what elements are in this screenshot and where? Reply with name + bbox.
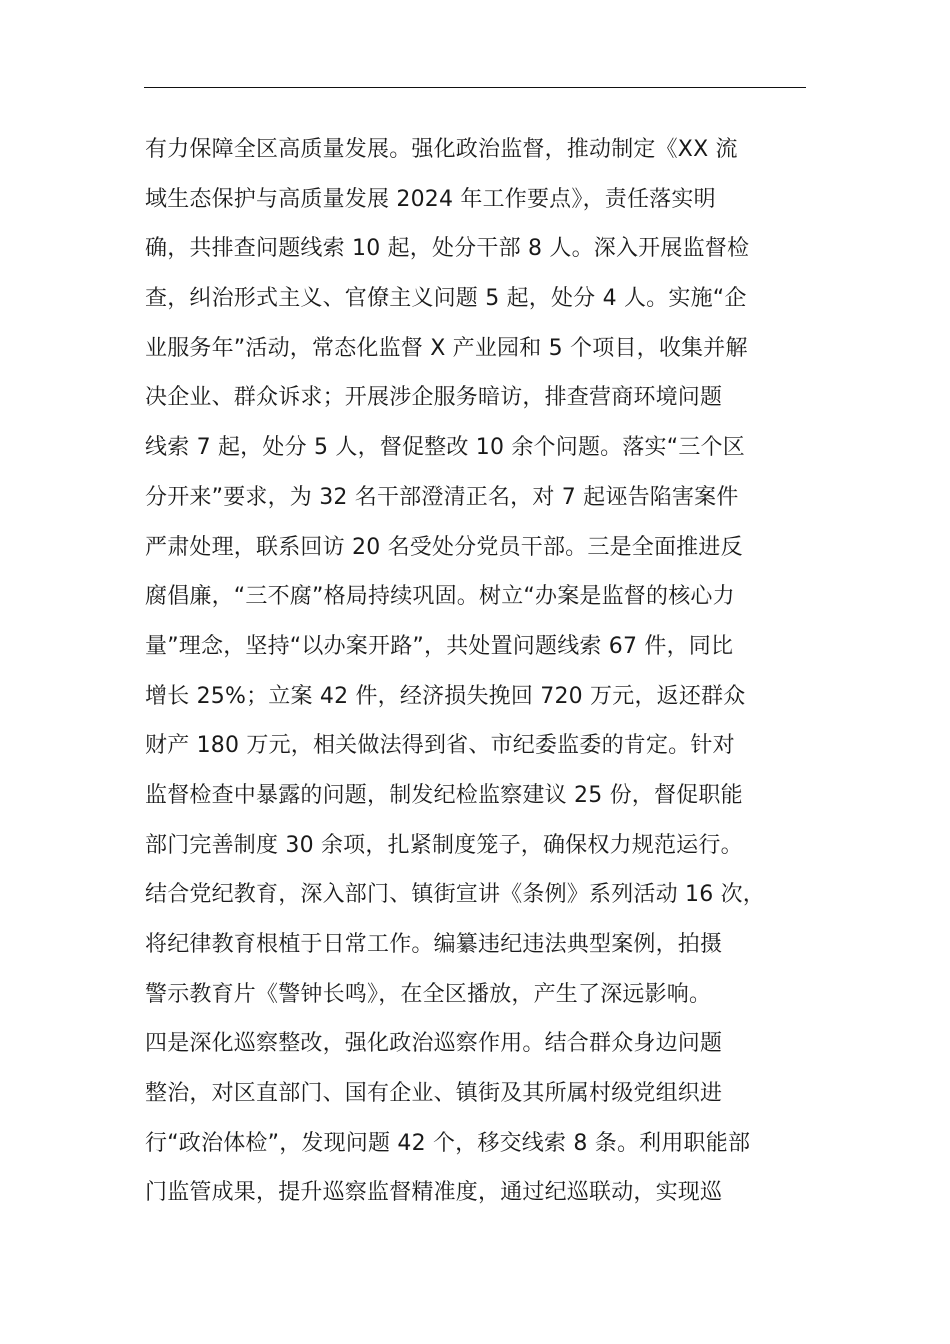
text-line: 增长 25%；立案 42 件，经济损失挽回 720 万元，返还群众 (145, 683, 746, 709)
header-rule (144, 87, 806, 88)
text-line: 线索 7 起，处分 5 人，督促整改 10 余个问题。落实“三个区 (145, 435, 745, 461)
text-line: 整治，对区直部门、国有企业、镇街及其所属村级党组织进 (145, 1081, 723, 1107)
text-line: 量”理念，坚持“以办案开路”，共处置问题线索 67 件，同比 (145, 633, 734, 659)
text-line: 确，共排查问题线索 10 起，处分干部 8 人。深入开展监督检 (145, 236, 750, 262)
text-line: 行“政治体检”，发现问题 42 个，移交线索 8 条。利用职能部 (145, 1130, 751, 1156)
text-line: 部门完善制度 30 余项，扎紧制度笼子，确保权力规范运行。 (145, 832, 743, 858)
text-line: 查，纠治形式主义、官僚主义问题 5 起，处分 4 人。实施“企 (145, 286, 747, 312)
text-line: 分开来”要求，为 32 名干部澄清正名，对 7 起诬告陷害案件 (145, 484, 739, 510)
text-line: 将纪律教育根植于日常工作。编纂违纪违法典型案例，拍摄 (145, 932, 723, 957)
text-line: 有力保障全区高质量发展。强化政治监督，推动制定《XX 流 (145, 137, 738, 162)
text-line: 警示教育片《警钟长鸣》，在全区播放，产生了深远影响。 (145, 981, 712, 1007)
text-line: 四是深化巡察整改，强化政治巡察作用。结合群众身边问题 (145, 1031, 723, 1057)
text-line: 决企业、群众诉求；开展涉企服务暗访，排查营商环境问题 (145, 385, 723, 411)
text-line: 门监管成果，提升巡察监督精准度，通过纪巡联动，实现巡 (145, 1180, 723, 1206)
text-line: 监督检查中暴露的问题，制发纪检监察建议 25 份，督促职能 (145, 782, 743, 808)
text-line: 财产 180 万元，相关做法得到省、市纪委监委的肯定。针对 (145, 733, 735, 759)
text-line: 结合党纪教育，深入部门、镇街宣讲《条例》系列活动 16 次， (145, 882, 765, 908)
text-line: 域生态保护与高质量发展 2024 年工作要点》，责任落实明 (145, 186, 716, 212)
text-line: 严肃处理，联系回访 20 名受处分党员干部。三是全面推进反 (145, 534, 743, 560)
text-line: 腐倡廉，“三不腐”格局持续巩固。树立“办案是监督的核心力 (145, 584, 735, 610)
text-line: 业服务年”活动，常态化监督 X 产业园和 5 个项目，收集并解 (145, 335, 748, 361)
body-paragraph (145, 125, 845, 1218)
